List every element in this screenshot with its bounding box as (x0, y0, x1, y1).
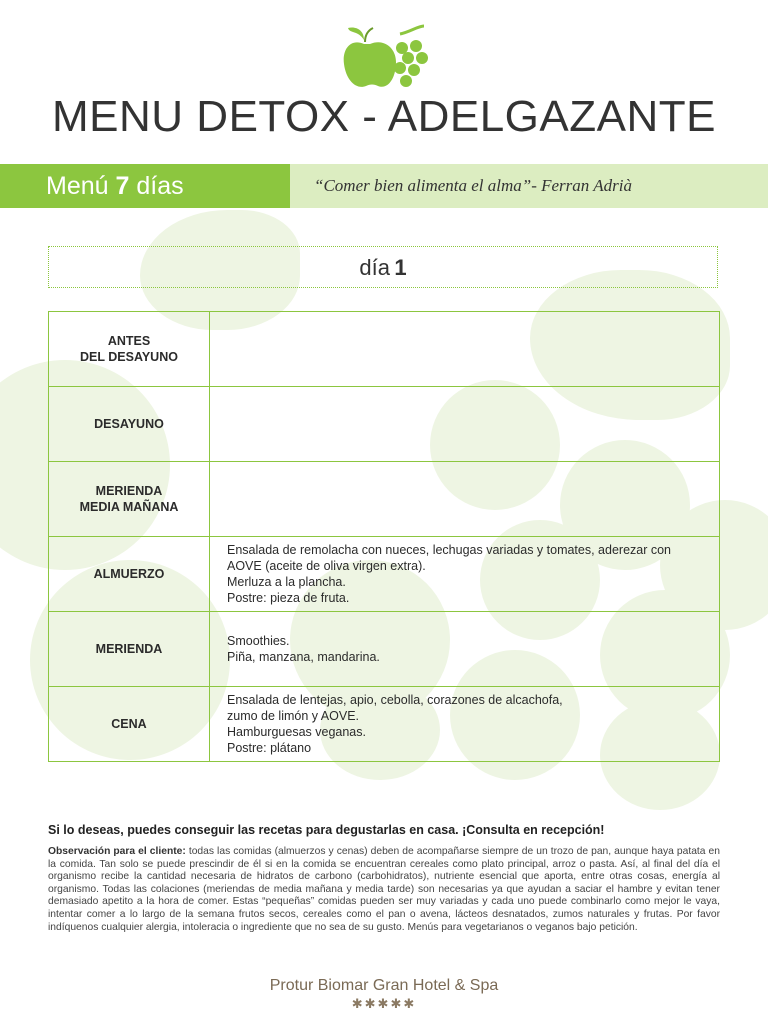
observation-text: todas las comidas (almuerzos y cenas) deben de acompañarse siempre de un trozo de pan, aunque haya patata en la comida. Tan solo se puede prescindir de él si en la comida se encuentran cereales como plato principal, arroz o pasta. Así, al final del día el organismo recibe la cantidad necesaria de hidratos de carbono (carbohidratos), nutriente esencial que aporta, entre otras cosas, energía al organismo. Todas las colaciones (meriendas de media mañana y media tarde) son necesarias ya que ayudan a saciar el hambre y evitan tener demasiado apetito a la hora de comer. Estas “pequeñas” comidas pueden ser muy variadas y cada uno puede combinarlo como mejor le vaya, intentar comer a lo largo de la semana frutos secos, cereales como el pan o avena, lácteos desnatados, zumos naturales y frutas. Por favor indíquenos cualquier alergia, intoleracia o ingrediente que no sea de su gusto. Menús para vegetarianos o veganos bajo petición. (48, 846, 720, 933)
meal-name-line: CENA (111, 717, 147, 731)
meal-name-line: DESAYUNO (94, 417, 164, 431)
meal-name-cell (49, 687, 210, 762)
meal-name-cell (49, 312, 210, 387)
meal-table (48, 311, 720, 762)
day-number: 1 (394, 255, 407, 280)
quote-text: “Comer bien alimenta el alma”- Ferran Adrià (314, 176, 632, 195)
meal-description-line: Smoothies. (227, 634, 290, 648)
meal-description-line: Postre: plátano (227, 741, 312, 755)
meal-name-line: MERIENDA (95, 642, 163, 656)
meal-description-line: AOVE (aceite de oliva virgen extra). (227, 559, 426, 573)
meal-row (49, 462, 720, 537)
meal-description-line: Postre: pieza de fruta. (227, 591, 350, 605)
meal-description-line: Merluza a la plancha. (227, 575, 346, 589)
meal-row (49, 612, 720, 687)
hotel-name: Protur Biomar Gran Hotel & Spa (269, 977, 499, 994)
meal-description-line: Piña, manzana, mandarina. (227, 650, 380, 664)
meal-description-cell (210, 462, 720, 537)
meal-row (49, 312, 720, 387)
meal-description-cell (210, 687, 720, 762)
menu-days-band (0, 164, 290, 208)
meal-description-cell (210, 312, 720, 387)
meal-name-line: ALMUERZO (93, 567, 165, 581)
menu-days-label (46, 170, 184, 202)
meal-description-cell (210, 612, 720, 687)
meal-row (49, 387, 720, 462)
meal-name-cell (49, 612, 210, 687)
observation-label: Observación para el cliente: (48, 846, 186, 857)
meal-description-line: Ensalada de lentejas, apio, cebolla, corazones de alcachofa, (227, 693, 563, 707)
meal-name-line: MERIENDA (95, 484, 163, 498)
observation-note (48, 846, 720, 934)
page-title: MENU DETOX - ADELGAZANTE (52, 92, 716, 141)
meal-name-line: ANTES (107, 334, 151, 348)
meal-name-cell (49, 462, 210, 537)
quote-band (290, 164, 768, 208)
meal-description-cell (210, 537, 720, 612)
meal-row (49, 687, 720, 762)
meal-name-line: MEDIA MAÑANA (79, 500, 179, 514)
meal-description-line: Hamburguesas veganas. (227, 725, 366, 739)
recipes-note: Si lo deseas, puedes conseguir las recetas para degustarlas en casa. ¡Consulta en recepción! (48, 823, 605, 837)
meal-name-cell (49, 387, 210, 462)
menu-suffix: días (136, 172, 184, 200)
meal-name-line: DEL DESAYUNO (80, 350, 178, 364)
fruit-logo-icon (340, 24, 430, 92)
menu-prefix: Menú (46, 172, 109, 200)
meal-row (49, 537, 720, 612)
day-label: día (359, 255, 390, 280)
meal-description-cell (210, 387, 720, 462)
menu-days-number: 7 (115, 172, 130, 200)
day-heading (48, 246, 718, 288)
hotel-stars: ✱✱✱✱✱ (351, 996, 417, 1011)
meal-name-cell (49, 537, 210, 612)
meal-description-line: Ensalada de remolacha con nueces, lechugas variadas y tomates, aderezar con (227, 543, 672, 557)
meal-description-line: zumo de limón y AOVE. (227, 709, 360, 723)
